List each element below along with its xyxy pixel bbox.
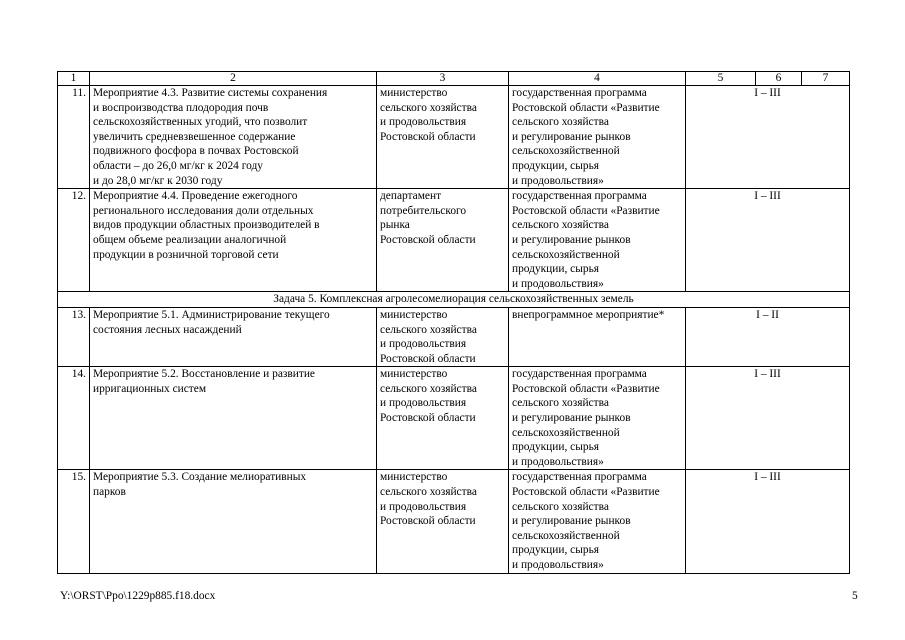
text-line: потребительского — [380, 204, 467, 217]
text-line: продукции в розничной торговой сети — [93, 248, 279, 261]
text-line: и продовольствия — [380, 397, 467, 410]
text-line: продукции, сырья — [512, 263, 600, 276]
text-line: сельскохозяйственной — [512, 426, 620, 439]
column-number-1: 1 — [58, 72, 90, 86]
table-row — [58, 189, 850, 292]
row-number: 14. — [58, 367, 90, 470]
event-name-cell — [90, 470, 377, 573]
text-line: области – до 26,0 мг/кг к 2024 году — [93, 159, 263, 172]
text-line: и регулирование рынков — [512, 130, 631, 143]
text-line: государственная программа — [512, 471, 647, 484]
text-line: и регулирование рынков — [512, 515, 631, 528]
text-line: Мероприятие 4.4. Проведение ежегодного — [93, 190, 298, 203]
period-cell: I – III — [686, 189, 850, 292]
task-heading-row — [58, 292, 850, 308]
executor-cell — [377, 470, 509, 573]
row-number: 12. — [58, 189, 90, 292]
text-line: и продовольствия» — [512, 174, 604, 187]
text-line: министерство — [380, 368, 448, 381]
event-name-cell — [90, 367, 377, 470]
event-name-cell — [90, 307, 377, 366]
text-line: Ростовской области — [380, 233, 476, 246]
table-row — [58, 367, 850, 470]
text-line: сельскохозяйственной — [512, 145, 620, 158]
text-line: государственная программа — [512, 190, 647, 203]
period-cell: I – III — [686, 470, 850, 573]
column-number-7: 7 — [802, 72, 850, 86]
text-line: сельскохозяйственных угодий, что позволит — [93, 116, 308, 129]
text-line: и продовольствия — [380, 500, 467, 513]
text-line: сельского хозяйства — [380, 382, 477, 395]
text-line: министерство — [380, 308, 448, 321]
text-line: Ростовской области «Развитие — [512, 204, 660, 217]
text-line: и продовольствия» — [512, 455, 604, 468]
table-row — [58, 470, 850, 573]
text-line: и воспроизводства плодородия почв — [93, 101, 269, 114]
text-line: Мероприятие 5.2. Восстановление и развитие — [93, 368, 315, 381]
text-line: регионального исследования доли отдельных — [93, 204, 314, 217]
text-line: министерство — [380, 87, 448, 99]
text-line: Ростовской области «Развитие — [512, 382, 660, 395]
text-line: продукции, сырья — [512, 441, 600, 454]
text-line: и до 28,0 мг/кг к 2030 году — [93, 174, 223, 187]
column-number-6: 6 — [756, 72, 802, 86]
text-line: сельского хозяйства — [380, 101, 477, 114]
task-5-heading: Задача 5. Комплексная агролесомелиорация сельскохозяйственных земель — [58, 292, 850, 308]
text-line: Ростовской области — [380, 412, 476, 425]
program-cell — [509, 189, 686, 292]
text-line: сельского хозяйства — [512, 500, 609, 513]
footer-file-path: Y:\ORST\Ppo\1229p885.f18.docx — [60, 590, 216, 602]
text-line: Мероприятие 4.3. Развитие системы сохранения — [93, 87, 328, 99]
event-name-cell — [90, 86, 377, 189]
row-number: 13. — [58, 307, 90, 366]
text-line: и регулирование рынков — [512, 233, 631, 246]
text-line: ирригационных систем — [93, 382, 207, 395]
column-number-2: 2 — [90, 72, 377, 86]
text-line: сельского хозяйства — [380, 486, 477, 499]
text-line: видов продукции областных производителей в — [93, 219, 320, 232]
text-line: продукции, сырья — [512, 544, 600, 557]
text-line: сельского хозяйства — [512, 116, 609, 129]
text-line: и продовольствия — [380, 338, 467, 351]
program-cell — [509, 470, 686, 573]
text-line: и регулирование рынков — [512, 412, 631, 425]
page-number: 5 — [852, 590, 858, 602]
row-number: 11. — [58, 86, 90, 189]
text-line: сельского хозяйства — [512, 397, 609, 410]
program-cell — [509, 86, 686, 189]
text-line: Ростовской области — [380, 352, 476, 365]
period-cell: I – III — [686, 367, 850, 470]
text-line: сельского хозяйства — [380, 323, 477, 336]
text-line: министерство — [380, 471, 448, 484]
row-number: 15. — [58, 470, 90, 573]
text-line: и продовольствия» — [512, 559, 604, 571]
executor-cell — [377, 86, 509, 189]
text-line: подвижного фосфора в почвах Ростовской — [93, 145, 299, 158]
column-number-row — [58, 72, 850, 86]
text-line: Ростовской области — [380, 130, 476, 143]
executor-cell — [377, 189, 509, 292]
event-name-cell — [90, 189, 377, 292]
text-line: Ростовской области «Развитие — [512, 101, 660, 114]
executor-cell — [377, 367, 509, 470]
text-line: и продовольствия — [380, 116, 467, 129]
column-number-3: 3 — [377, 72, 509, 86]
text-line: внепрограммное мероприятие* — [512, 308, 665, 321]
table-row — [58, 307, 850, 366]
period-cell: I – II — [686, 307, 850, 366]
text-line: Мероприятие 5.3. Создание мелиоративных — [93, 471, 307, 484]
program-cell — [509, 307, 686, 366]
text-line: Мероприятие 5.1. Администрирование текущего — [93, 308, 330, 321]
text-line: Ростовской области «Развитие — [512, 486, 660, 499]
measures-table — [57, 71, 850, 574]
text-line: продукции, сырья — [512, 159, 600, 172]
text-line: Ростовской области — [380, 515, 476, 528]
text-line: и продовольствия» — [512, 277, 604, 290]
text-line: сельскохозяйственной — [512, 529, 620, 542]
text-line: состояния лесных насаждений — [93, 323, 242, 336]
program-cell — [509, 367, 686, 470]
column-number-5: 5 — [686, 72, 756, 86]
text-line: увеличить средневзвешенное содержание — [93, 130, 296, 143]
executor-cell — [377, 307, 509, 366]
column-number-4: 4 — [509, 72, 686, 86]
text-line: парков — [93, 486, 126, 499]
text-line: департамент — [380, 190, 442, 203]
text-line: рынка — [380, 219, 410, 232]
text-line: сельского хозяйства — [512, 219, 609, 232]
table-row — [58, 86, 850, 189]
text-line: общем объеме реализации аналогичной — [93, 233, 287, 246]
text-line: государственная программа — [512, 87, 647, 99]
text-line: государственная программа — [512, 368, 647, 381]
text-line: сельскохозяйственной — [512, 248, 620, 261]
period-cell: I – III — [686, 86, 850, 189]
